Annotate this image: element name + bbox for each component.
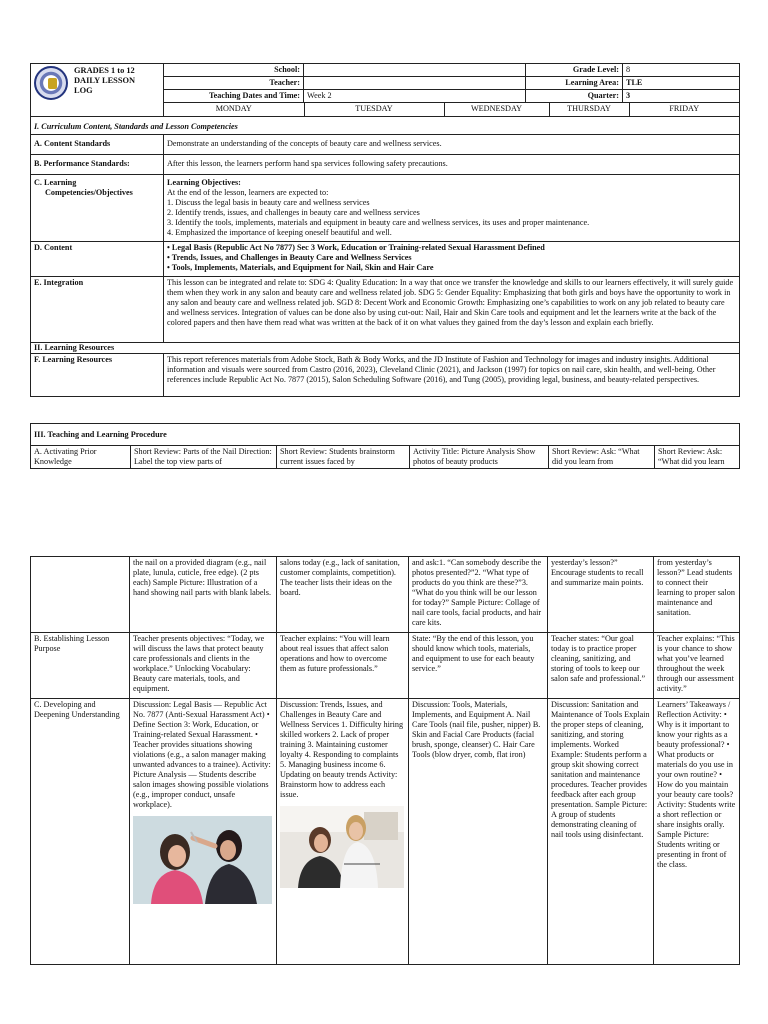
learning-resources-label: F. Learning Resources — [31, 354, 164, 397]
grade-level-label: Grade Level: — [526, 64, 623, 77]
content-item: • Tools, Implements, Materials, and Equipment for Nail, Skin and Hair Care — [167, 263, 434, 272]
header-title-line-2: DAILY LESSON — [74, 76, 136, 86]
day-tuesday: TUESDAY — [304, 103, 444, 116]
section-i-title: I. Curriculum Content, Standards and Lesson Competencies — [31, 117, 740, 135]
developing-label: C. Developing and Deepening Understanding — [31, 699, 130, 965]
teacher-value[interactable] — [304, 77, 526, 90]
developing-wednesday: Discussion: Tools, Materials, Implements, and Equipment A. Nail Care Tools (nail file, pusher, nipper) B. Skin and Facial Care Products (facial brush, sponge, cleanser) C. Hair Care Tools (blow dryer, comb, flat iron) — [409, 699, 548, 965]
header-title-line-3: LOG — [74, 86, 93, 96]
objective-item: 3. Identify the tools, implements, materials and equipment in beauty care and wellness services, its uses and proper maintenance. — [167, 218, 590, 227]
performance-standards-label: B. Performance Standards: — [31, 155, 164, 175]
learning-resources-text: This report references materials from Adobe Stock, Bath & Body Works, and the JD Institute of Fashion and Technology for images and industry insights. Additional information and visuals were sourced from Castro (2016, 2023), Cleveland Clinic (2021), and Jackson (1997) for topics on nail care, skin health, and well-being. Other references include Republic Act No. 7877 (2015), Salon Scheduling Software (2016), and Tung (2005), providing legal, business, and beauty-related perspectives. — [164, 354, 740, 397]
activating-wednesday-cont: and ask:1. “Can somebody describe the photos presented?”2. “What type of products do you think are these?”3. “What do you think will be our lesson for today?” Sample Picture: Collage of nail care tools, facial products, and hair care kits. — [409, 557, 548, 633]
establishing-monday: Teacher presents objectives: “Today, we will discuss the laws that protect beauty care professionals and clients in the workplace.” Unlocking Vocabulary: Beauty care materials, tools, and equipment. — [130, 633, 277, 699]
developing-tuesday-cell — [277, 699, 409, 965]
objective-item: 1. Discuss the legal basis in beauty care and wellness services — [167, 198, 370, 207]
objective-item: 4. Emphasized the importance of keeping oneself beautiful and well. — [167, 228, 392, 237]
activating-tuesday-cont: salons today (e.g., lack of sanitation, customer complaints, competition). The teacher lists their ideas on the board. — [277, 557, 409, 633]
teacher-label: Teacher: — [164, 77, 304, 90]
teaching-dates-value[interactable]: Week 2 — [304, 90, 526, 103]
competencies-label — [31, 175, 164, 242]
learning-area-label: Learning Area: — [526, 77, 623, 90]
section-iii-title: III. Teaching and Learning Procedure — [31, 424, 740, 446]
integration-text: This lesson can be integrated and relate to: SDG 4: Quality Education: In a way that once we transfer the knowledge and skills to our learners effectively, it will surely guide them when they work in any salon and beauty care and wellness related job. SDG 5: Gender Equality: Emphasizing that both girls and boys have the opportunity to work in any salon and beauty care and wellness related job. SGD 8: Decent Work and Economic Growth: Emphasizing one’s capabilities to work on any job related to beauty care and wellness services. Integration of values can be done also by using cut-out: Nail, Hair and Skin Care tools and equipment and let the learners write at the back of the colored papers and then have them read what was written at the back of it on what values they gained from the day’s lesson and explain each briefly. — [164, 277, 740, 343]
deped-seal-icon — [34, 66, 68, 100]
establishing-label: B. Establishing Lesson Purpose — [31, 633, 130, 699]
integration-label: E. Integration — [31, 277, 164, 343]
activating-label: A. Activating Prior Knowledge — [31, 446, 131, 469]
establishing-thursday: Teacher states: “Our goal today is to practice proper cleaning, sanitizing, and storing of tools to keep our salon safe and professional.” — [548, 633, 654, 699]
header-logo-cell — [31, 64, 164, 117]
school-value[interactable] — [304, 64, 526, 77]
quarter-value[interactable]: 3 — [623, 90, 740, 103]
grade-level-value[interactable]: 8 — [623, 64, 740, 77]
objectives-intro: At the end of the lesson, learners are expected to: — [167, 188, 329, 197]
content-standards-label: A. Content Standards — [31, 135, 164, 155]
day-wednesday: WEDNESDAY — [444, 103, 549, 116]
activating-thursday-top: Short Review: Ask: “What did you learn from — [549, 446, 655, 469]
developing-monday: Discussion: Legal Basis — Republic Act No. 7877 (Anti-Sexual Harassment Act) • Define Section 3: Work, Education, or Training-related Sexual Harassment. • Teacher provides situations showing violations (e.g., a salon manager making unwanted advances to a trainee). Activity: Picture Analysis — Students describe salon images showing possible violations (e.g., improper conduct, unsafe workplace). — [133, 700, 271, 809]
content-standards-text: Demonstrate an understanding of the concepts of beauty care and wellness services. — [164, 135, 740, 155]
teaching-dates-label: Teaching Dates and Time: — [164, 90, 304, 103]
section-ii-title: II. Learning Resources — [31, 343, 740, 354]
activating-wednesday-top: Activity Title: Picture Analysis Show photos of beauty products — [410, 446, 549, 469]
salon-harassment-photo — [133, 816, 272, 904]
developing-tuesday: Discussion: Trends, Issues, and Challenges in Beauty Care and Wellness Services 1. Difficulty hiring skilled workers 2. Lack of proper training 3. Maintaining customer loyalty 4. Responding to complaints 5. Managing business income 6. Updating on beauty trends Activity: Brainstorm how to address each issue. — [280, 700, 404, 799]
day-thursday: THURSDAY — [549, 103, 629, 116]
competencies-label-line-1: C. Learning — [34, 178, 77, 187]
day-monday: MONDAY — [164, 103, 304, 116]
lesson-log-main-table — [30, 63, 740, 397]
procedure-continued-table — [30, 556, 740, 965]
content-items-cell — [164, 242, 740, 277]
establishing-tuesday: Teacher explains: “You will learn about real issues that affect salon operations and how to overcome them as future professionals.” — [277, 633, 409, 699]
competencies-label-line-2: Competencies/Objectives — [45, 188, 133, 197]
objectives-title: Learning Objectives: — [167, 178, 241, 187]
developing-thursday: Discussion: Sanitation and Maintenance of Tools Explain the proper steps of cleaning, sanitizing, and storing implements. Worked Example: Students perform a group skit showing correct sanitation and maintenance procedures. Teacher provides feedback after each group presentation. Sample Picture: A group of students demonstrating cleaning of nail tools using disinfectant. — [548, 699, 654, 965]
procedure-top-table — [30, 423, 740, 469]
learning-objectives-cell — [164, 175, 740, 242]
school-label: School: — [164, 64, 304, 77]
developing-monday-cell — [130, 699, 277, 965]
content-label: D. Content — [31, 242, 164, 277]
day-friday: FRIDAY — [669, 104, 700, 113]
objective-item: 2. Identify trends, issues, and challenges in beauty care and wellness services — [167, 208, 420, 217]
activating-monday-top: Short Review: Parts of the Nail Direction: Label the top view parts of — [131, 446, 277, 469]
activating-friday-cont: from yesterday’s lesson?” Lead students to connect their learning to proper salon maintenance and sanitation. — [654, 557, 740, 633]
activating-monday-cont: the nail on a provided diagram (e.g., nail plate, lunula, cuticle, free edge). (2 pts each) Sample Picture: Illustration of a hand showing nail parts with blank labels. — [130, 557, 277, 633]
quarter-label: Quarter: — [526, 90, 623, 103]
developing-friday: Learners’ Takeaways / Reflection Activity: • Why is it important to know your rights as a beauty professional? • What products or materials do you use in your own routine? • How do you maintain your beauty care tools? Activity: Students write a short reflection or share insights orally. Sample Picture: Students writing or presenting in front of the class. — [654, 699, 740, 965]
learning-area-value[interactable]: TLE — [623, 77, 740, 90]
weekday-header-cell — [164, 103, 740, 117]
header-title-line-1: GRADES 1 to 12 — [74, 66, 135, 75]
establishing-friday: Teacher explains: “This is your chance to show what you’ve learned throughout the week through our assessment activity.” — [654, 633, 740, 699]
activating-tuesday-top: Short Review: Students brainstorm current issues faced by — [277, 446, 410, 469]
activating-friday-top: Short Review: Ask: “What did you learn — [655, 446, 740, 469]
salon-customer-photo — [280, 806, 404, 888]
activating-thursday-cont: yesterday’s lesson?” Encourage students to recall and summarize main points. — [548, 557, 654, 633]
content-item: • Trends, Issues, and Challenges in Beauty Care and Wellness Services — [167, 253, 412, 262]
performance-standards-text: After this lesson, the learners perform hand spa services following safety precautions. — [164, 155, 740, 175]
establishing-wednesday: State: “By the end of this lesson, you should know which tools, materials, and equipment to use for each beauty service.” — [409, 633, 548, 699]
activating-label-continued — [31, 557, 130, 633]
content-item: • Legal Basis (Republic Act No 7877) Sec 3 Work, Education or Training-related Sexual Harassment Defined — [167, 243, 545, 252]
